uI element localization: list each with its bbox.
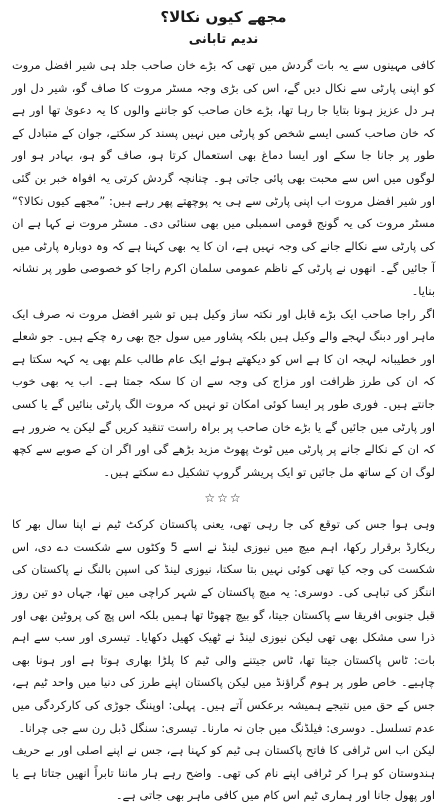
author-name: ندیم تابانی	[188, 32, 259, 47]
paragraph: اگر راجا صاحب ایک بڑے قابل اور نکتہ ساز وکیل ہیں تو شیر افضل مروت نہ صرف ایک ماہر اور دبنگ لہجے والے وکیل ہیں بلکہ پشاور میں سول جج بھی رہ چکے ہیں۔ جو شعلے اور خطیبانہ لہجہ ان کا ہے اس کو دیکھتے ہوئے ایک عام طالب علم بھی یہ کہہ سکتا ہے کہ ان کی طرز ظرافت اور مزاج کی وجہ سے ان کا سکہ جمتا ہے۔ اب یہ بھی خوب جانتے ہیں۔ فوری طور پر ایسا کوئی امکان تو نہیں کہ مروت الگ پارٹی بنائیں گے یا کسی اور پارٹی میں جائیں گے یا بڑے خان صاحب پر براہ راست تنقید کریں گے لیکن یہ ضرور ہے کہ ان کے نکالے جانے پر پارٹی میں ٹوٹ پھوٹ مزید بڑھے گی اور اگر ان کے صوبے سے کچھ لوگ ان کے ساتھ مل جائیں تو ایک پریشر گروپ تشکیل دے سکتے ہیں۔	[12, 306, 435, 479]
paragraph: وہی ہوا جس کی توقع کی جا رہی تھی، یعنی پاکستان کرکٹ ٹیم نے اپنا سال بھر کا ریکارڈ برقرار رکھا، اہم میچ میں نیوزی لینڈ نے اسے 5 وکٹوں سے شکست دے دی، اس شکست کی وجہ کیا تھی کوئی نہیں بتا سکتا، نیوزی لینڈ کی اسپن بالنگ نے پاکستان کی اننگز کی تباہی کی۔ دوسری: یہ میچ پاکستان کے شہر کراچی میں تھا، جہاں دو تین روز قبل جنوبی افریقا سے پاکستان جیتا، گو بیچ چھوٹا تھا ہمیں بلکہ اس پچ کی پروٹین بھی اور ذرا سی مشکل بھی تھی لیکن نیوزی لینڈ نے ٹھیک کھیل دکھایا۔ تیسری اور سب سے اہم بات: ٹاس پاکستان جیتا تھا، ٹاس جیتنے والی ٹیم کا پلڑا بھاری ہوتا ہے اور ہونا بھی چاہیے۔ خاص طور پر ہوم گراؤنڈ میں لیکن پاکستان اپنے طرز کی دنیا میں واحد ٹیم ہے، جس کے حق میں نتیجے ہمیشہ برعکس آتے ہیں۔ پہلی: اوپننگ جوڑی کی کارکردگی میں عدم تسلسل۔ دوسری: فیلڈنگ میں جان نہ مارنا۔ تیسری: سنگل ڈبل رن سے جی چرانا۔	[12, 517, 435, 735]
paragraph: کافی مہینوں سے یہ بات گردش میں تھی کہ بڑے خان صاحب جلد ہی شیر افضل مروت کو اپنی پارٹی سے نکال دیں گے، اس کی بڑی وجہ مسٹر مروت کا صاف گو، شیر دل اور ہر دل عزیز ہونا بتایا جا رہا تھا، بڑے خان صاحب کو جاننے والوں کا یہ دعویٰ تھا اور ہے کہ خان صاحب کسی ایسے شخص کو پارٹی میں نہیں پسند کر سکتے، جوان کے متبادل کے طور پر جانا جا سکے اور ایسا دماغ بھی استعمال کرتا ہو، صاف گو ہو، بہادر ہو اور لوگوں میں اس سے محبت بھی پائی جاتی ہو۔ چنانچہ گردش کرتی یہ افواہ خبر بن گئی اور شیر افضل مروت اب اپنی پارٹی سے ہی یہ پوچھتے پھر رہے ہیں: ”مجھے کیوں نکالا؟“ مسٹر مروت کی یہ گونج قومی اسمبلی میں بھی سنائی دی۔ مسٹر مروت نے کہا ہے ان کی پارٹی سے نکالے جانے کی وجہ نہیں ہے، ان کا یہ بھی کہنا ہے کہ وہ دوبارہ پارٹی میں آ جائیں گے۔ انھوں نے پارٹی کے ناظم عمومی سلمان اکرم راجا کو خصوصی طور پر نشانہ بنایا۔	[12, 58, 435, 298]
section-divider: ☆☆☆	[204, 491, 243, 506]
paragraph: لیکن اب اس ٹرافی کا فاتح پاکستان ہی ٹیم کو کہنا ہے، جس نے اپنے اصلی اور بے حریف ہندوستان کو ہرا کر ٹرافی اپنے نام کی تھی۔ واضح رہے ہار ماننا تابراً انھیں جتاتا ہے یا اور پھول جانا اور ہماری ٹیم اس کام میں کافی ماہر بھی جاتی ہے۔	[12, 743, 435, 803]
article-title: مجھے کیوں نکالا؟	[160, 8, 287, 26]
